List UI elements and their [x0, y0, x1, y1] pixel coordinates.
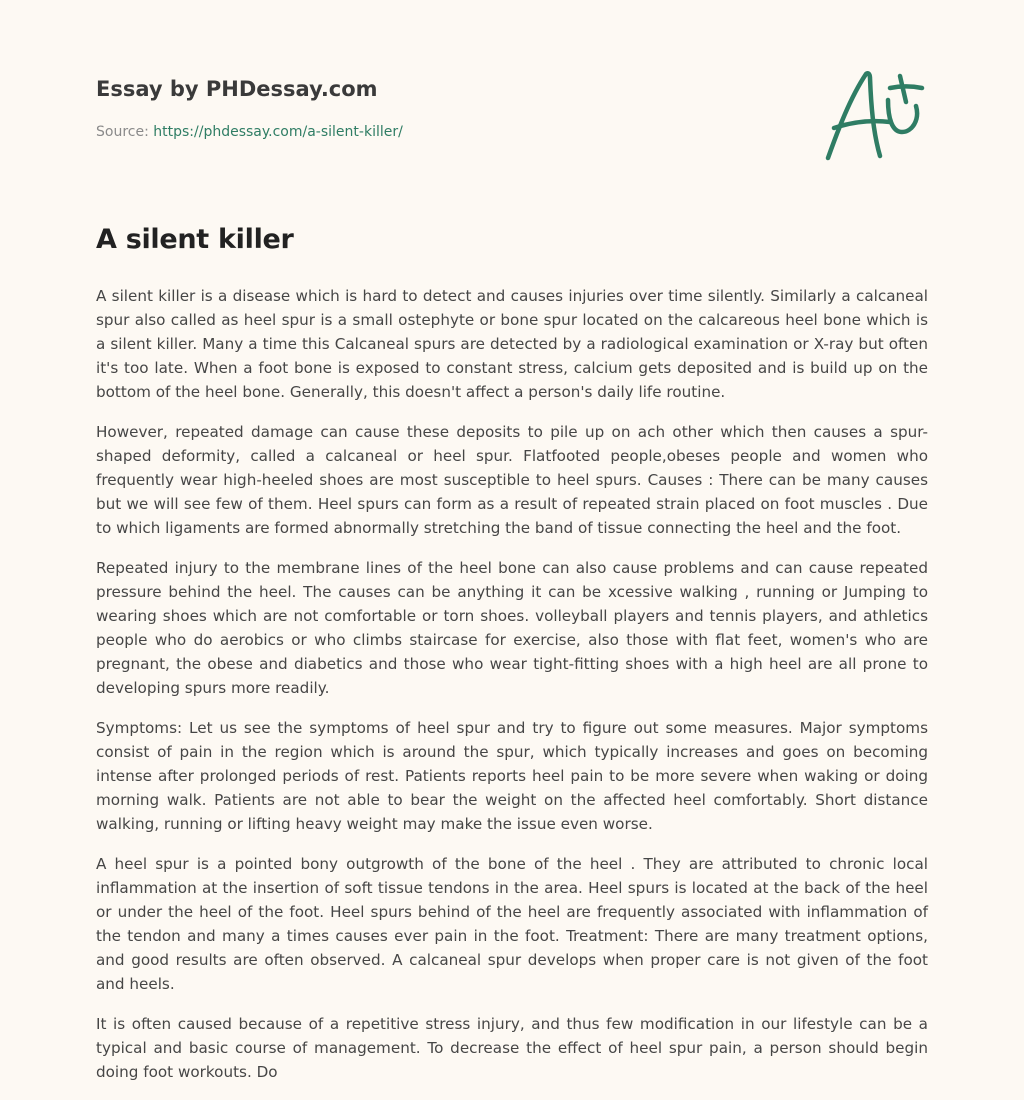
- essay-paragraph: Repeated injury to the membrane lines of the heel bone can also cause problems and can cause repeated pressure behind the heel. The causes can be anything it can be xcessive walking , running or Jumping to wearing shoes which are not comfortable or torn shoes. volleyball players and tennis players, and athletics people who do aerobics or who climbs staircase for exercise, also those with flat feet, women's who are pregnant, the obese and diabetics and those who wear tight-fitting shoes with a high heel are all prone to developing spurs more readily.: [96, 559, 928, 697]
- source-label: Source:: [96, 124, 154, 140]
- site-brand: Essay by PHDessay.com: [96, 77, 378, 101]
- page-header: [96, 74, 928, 184]
- source-link[interactable]: https://phdessay.com/a-silent-killer/: [153, 124, 403, 140]
- essay-body: [96, 284, 928, 1100]
- essay-paragraph: A heel spur is a pointed bony outgrowth of the bone of the heel . They are attributed to chronic local inflammation at the insertion of soft tissue tendons in the area. Heel spurs is located at the back of the heel or under the heel of the foot. Heel spurs behind of the heel are frequently associated with inflammation of the tendon and many a times causes ever pain in the foot. Treatment: There are many treatment options, and good results are often observed. A calcaneal spur develops when proper care is not given of the foot and heels.: [96, 855, 928, 993]
- essay-paragraph: However, repeated damage can cause these deposits to pile up on ach other which then causes a spur-shaped deformity, called a calcaneal or heel spur. Flatfooted people,obeses people and women who frequently wear high-heeled shoes are most susceptible to heel spurs. Causes : There can be many causes but we will see few of them. Heel spurs can form as a result of repeated strain placed on foot muscles . Due to which ligaments are formed abnormally stretching the band of tissue connecting the heel and the foot.: [96, 423, 928, 537]
- essay-paragraph: Symptoms: Let us see the symptoms of heel spur and try to figure out some measures. Major symptoms consist of pain in the region which is around the spur, which typically increases and goes on becoming intense after prolonged periods of rest. Patients reports heel pain to be more severe when waking or doing morning walk. Patients are not able to bear the weight on the affected heel comfortably. Short distance walking, running or lifting heavy weight may make the issue even worse.: [96, 719, 928, 833]
- essay-title: A silent killer: [96, 224, 294, 255]
- a-plus-logo-icon: [824, 68, 928, 164]
- essay-paragraph: It is often caused because of a repetitive stress injury, and thus few modification in our lifestyle can be a typical and basic course of management. To decrease the effect of heel spur pain, a person should begin doing foot workouts. Do: [96, 1015, 928, 1081]
- source-line: [96, 122, 928, 142]
- essay-paragraph: A silent killer is a disease which is hard to detect and causes injuries over time silently. Similarly a calcaneal spur also called as heel spur is a small ostephyte or bone spur located on the calcareous heel bone which is a silent killer. Many a time this Calcaneal spurs are detected by a radiological examination or X-ray but often it's too late. When a foot bone is exposed to constant stress, calcium gets deposited and is build up on the bottom of the heel bone. Generally, this doesn't affect a person's daily life routine.: [96, 287, 928, 401]
